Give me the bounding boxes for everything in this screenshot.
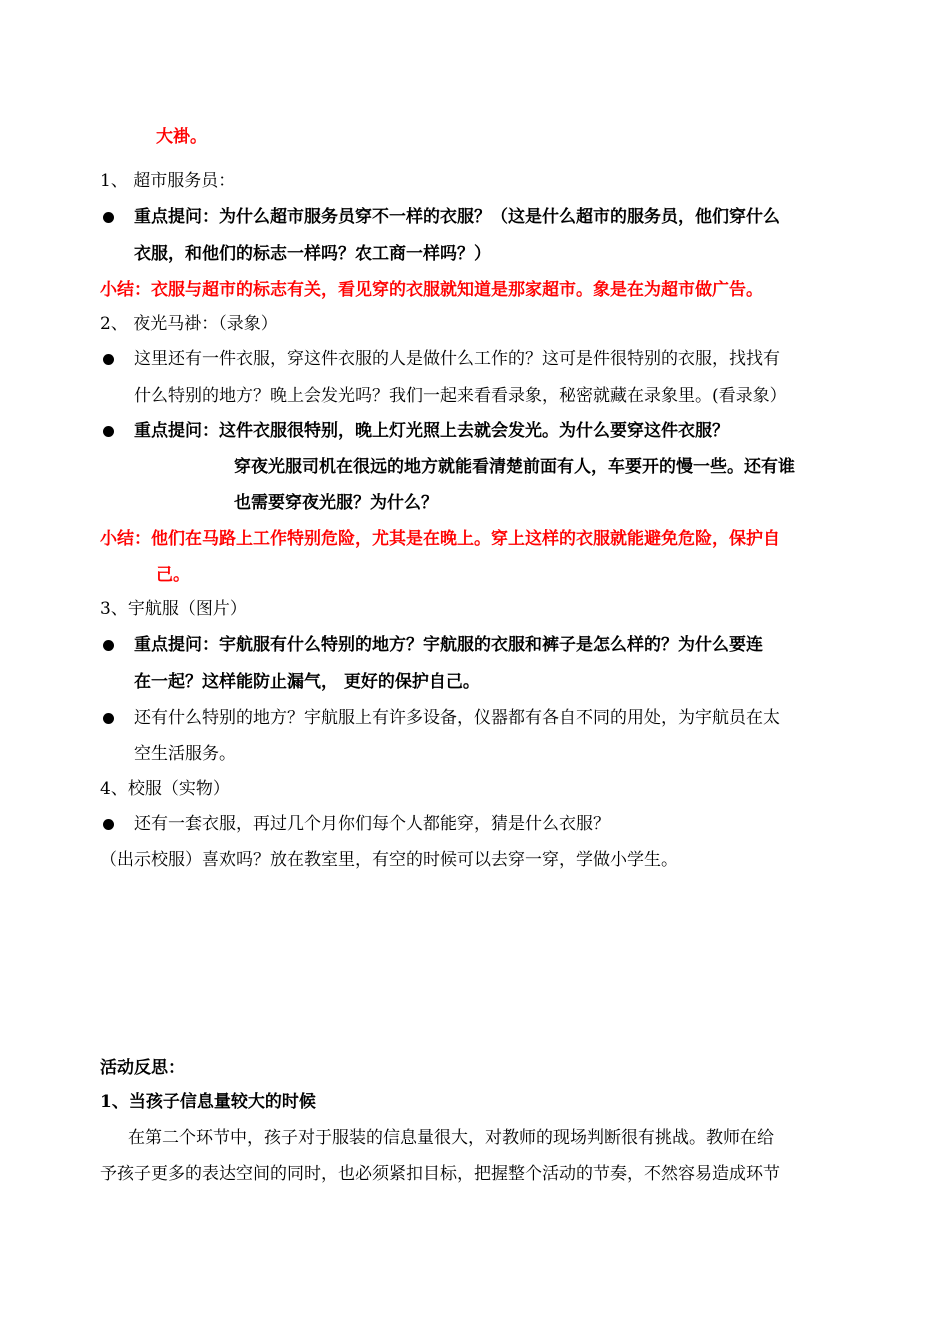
body-line: 还有一套衣服，再过几个月你们每个人都能穿，猜是什么衣服？ bbox=[134, 814, 610, 834]
key-question-cont: 在一起？这样能防止漏气， 更好的保护自己。 bbox=[134, 672, 480, 692]
section-heading-supermarket: 1、 超市服务员： bbox=[100, 171, 236, 191]
body-line: 还有什么特别的地方？宇航服上有许多设备，仪器都有各自不同的用处，为宇航员在太 bbox=[134, 708, 780, 728]
body-line: 什么特别的地方？晚上会发光吗？我们一起来看看录象，秘密就藏在录象里。(看录象） bbox=[134, 386, 787, 406]
summary-line-cont: 己。 bbox=[156, 565, 190, 585]
bullet-icon bbox=[103, 819, 114, 830]
key-question: 重点提问：这件衣服很特别，晚上灯光照上去就会发光。为什么要穿这件衣服？ bbox=[134, 421, 729, 441]
bullet-icon bbox=[103, 640, 114, 651]
bullet-icon bbox=[103, 212, 114, 223]
key-question-answer-cont: 也需要穿夜光服？为什么？ bbox=[234, 493, 438, 513]
section-heading-school-uniform: 4、校服（实物） bbox=[100, 779, 230, 799]
paragraph-line: 在第二个环节中，孩子对于服装的信息量很大，对教师的现场判断很有挑战。教师在给 bbox=[128, 1128, 774, 1148]
reflection-subheading: 1、当孩子信息量较大的时候 bbox=[100, 1092, 316, 1112]
bullet-icon bbox=[103, 354, 114, 365]
summary-line: 小结：衣服与超市的标志有关，看见穿的衣服就知道是那家超市。象是在为超市做广告。 bbox=[100, 280, 763, 300]
summary-continuation: 大褂。 bbox=[156, 127, 207, 147]
body-line: （出示校服）喜欢吗？放在教室里，有空的时候可以去穿一穿，学做小学生。 bbox=[100, 850, 678, 870]
reflection-heading: 活动反思： bbox=[100, 1058, 185, 1078]
summary-line: 小结：他们在马路上工作特别危险，尤其是在晚上。穿上这样的衣服就能避免危险，保护自 bbox=[100, 529, 780, 549]
bullet-icon bbox=[103, 713, 114, 724]
body-line: 这里还有一件衣服，穿这件衣服的人是做什么工作的？这可是件很特别的衣服，找找有 bbox=[134, 349, 780, 369]
paragraph-line: 予孩子更多的表达空间的同时，也必须紧扣目标，把握整个活动的节奏，不然容易造成环节 bbox=[100, 1164, 780, 1184]
bullet-icon bbox=[103, 426, 114, 437]
section-heading-spacesuit: 3、宇航服（图片） bbox=[100, 599, 247, 619]
key-question-answer: 穿夜光服司机在很远的地方就能看清楚前面有人，车要开的慢一些。还有谁 bbox=[234, 457, 795, 477]
body-line: 空生活服务。 bbox=[134, 744, 236, 764]
section-heading-reflective-vest: 2、 夜光马褂：（录象） bbox=[100, 314, 278, 334]
key-question: 重点提问：为什么超市服务员穿不一样的衣服？（这是什么超市的服务员，他们穿什么 bbox=[134, 207, 780, 227]
key-question-cont: 衣服，和他们的标志一样吗？农工商一样吗？） bbox=[134, 244, 491, 264]
key-question: 重点提问：宇航服有什么特别的地方？宇航服的衣服和裤子是怎么样的？为什么要连 bbox=[134, 635, 763, 655]
